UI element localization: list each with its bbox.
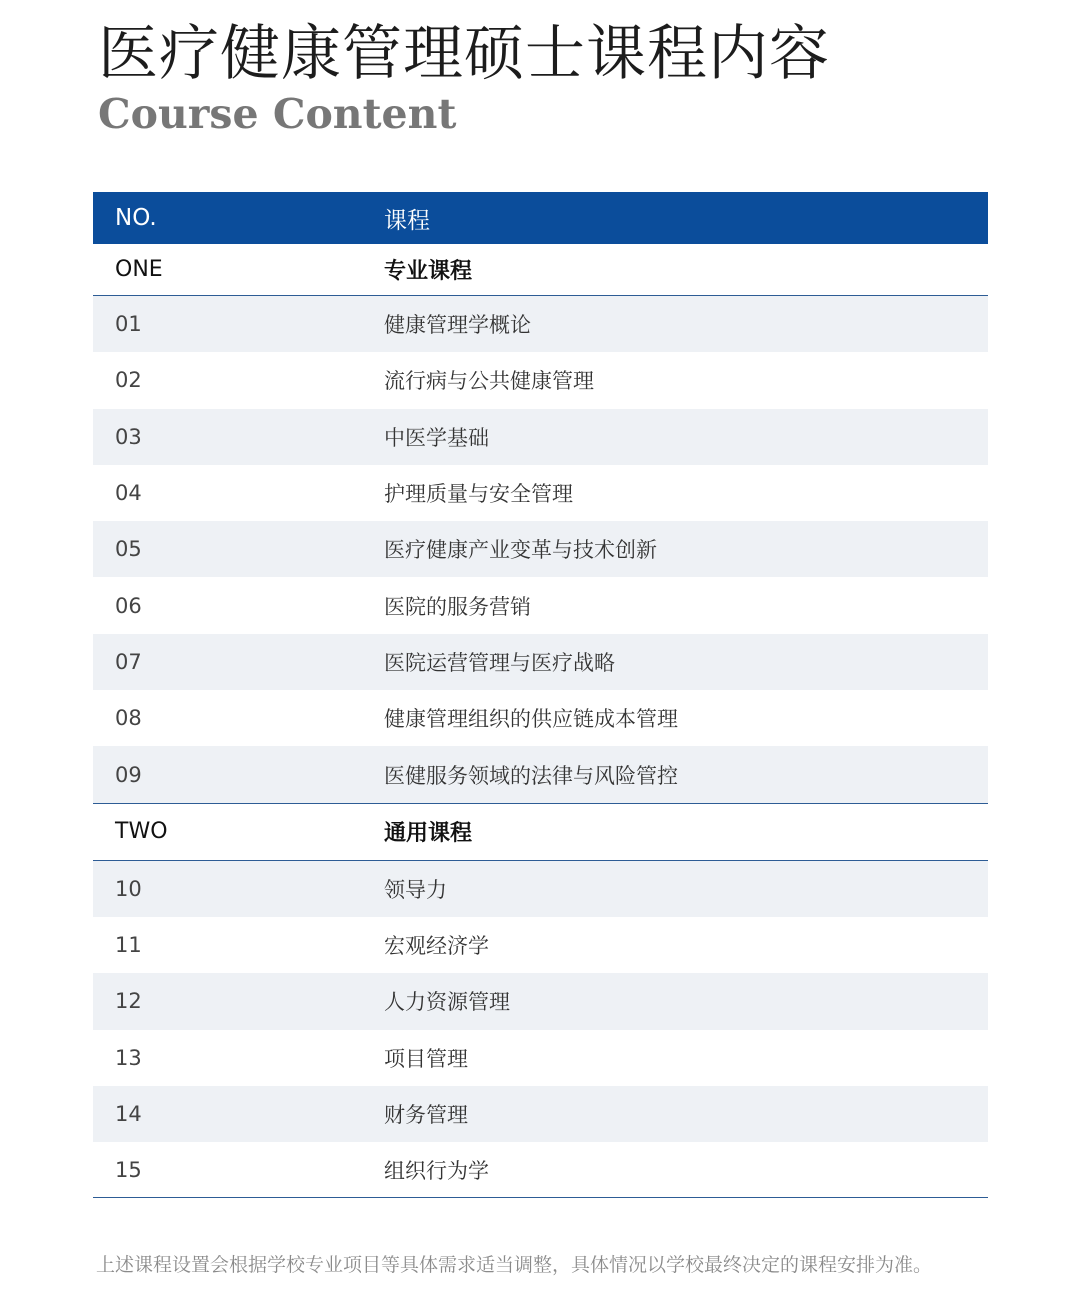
page-subtitle: Course Content	[98, 90, 457, 138]
course-number: 03	[115, 424, 142, 449]
course-name: 健康管理学概论	[384, 313, 531, 338]
course-number: 14	[115, 1102, 142, 1126]
section-number: TWO	[115, 819, 168, 845]
course-number: 04	[115, 481, 142, 506]
course-number: 10	[115, 876, 142, 901]
course-number: 12	[115, 989, 142, 1014]
course-number: 05	[115, 537, 142, 562]
course-number: 08	[115, 706, 142, 731]
course-number: 02	[115, 368, 142, 393]
course-name: 医疗健康产业变革与技术创新	[384, 538, 657, 563]
course-number: 06	[115, 593, 142, 618]
course-name: 医健服务领域的法律与风险管控	[384, 763, 678, 788]
course-name: 医院运营管理与医疗战略	[384, 650, 615, 675]
course-number: 15	[115, 1157, 142, 1182]
course-name: 宏观经济学	[384, 934, 489, 959]
section-row-two	[93, 803, 988, 861]
course-name: 人力资源管理	[384, 990, 510, 1015]
section-row-one	[93, 244, 988, 296]
course-number: 01	[115, 312, 142, 337]
course-number: 13	[115, 1045, 142, 1070]
course-name: 领导力	[384, 877, 447, 902]
table-row	[93, 465, 988, 521]
table-row	[93, 861, 988, 917]
section-number: ONE	[115, 257, 163, 282]
table-header	[93, 192, 988, 244]
table-row	[93, 690, 988, 746]
table-row	[93, 1086, 988, 1142]
course-name: 项目管理	[384, 1046, 468, 1071]
section-title: 通用课程	[384, 821, 473, 847]
table-row	[93, 746, 988, 802]
course-name: 财务管理	[384, 1103, 468, 1127]
course-name: 组织行为学	[384, 1158, 489, 1183]
table-row	[93, 521, 988, 577]
footnote: 上述课程设置会根据学校专业项目等具体需求适当调整，具体情况以学校最终决定的课程安排为准。	[96, 1254, 933, 1276]
table-row	[93, 352, 988, 408]
course-table	[93, 192, 988, 1198]
section-title: 专业课程	[384, 259, 473, 284]
table-row	[93, 1030, 988, 1086]
table-row	[93, 409, 988, 465]
course-number: 07	[115, 649, 142, 674]
table-row	[93, 917, 988, 973]
table-row	[93, 973, 988, 1029]
course-name: 医院的服务营销	[384, 594, 531, 619]
table-row	[93, 634, 988, 690]
course-name: 流行病与公共健康管理	[384, 369, 594, 394]
column-header-course: 课程	[384, 207, 430, 234]
column-header-no: NO.	[115, 205, 157, 231]
page-title: 医疗健康管理硕士课程内容	[98, 19, 830, 89]
course-name: 中医学基础	[384, 425, 489, 450]
course-name: 健康管理组织的供应链成本管理	[384, 707, 678, 732]
table-row	[93, 1142, 988, 1198]
course-number: 09	[115, 762, 142, 787]
table-row	[93, 577, 988, 633]
course-number: 11	[115, 933, 142, 958]
course-name: 护理质量与安全管理	[384, 482, 573, 507]
table-row	[93, 296, 988, 352]
